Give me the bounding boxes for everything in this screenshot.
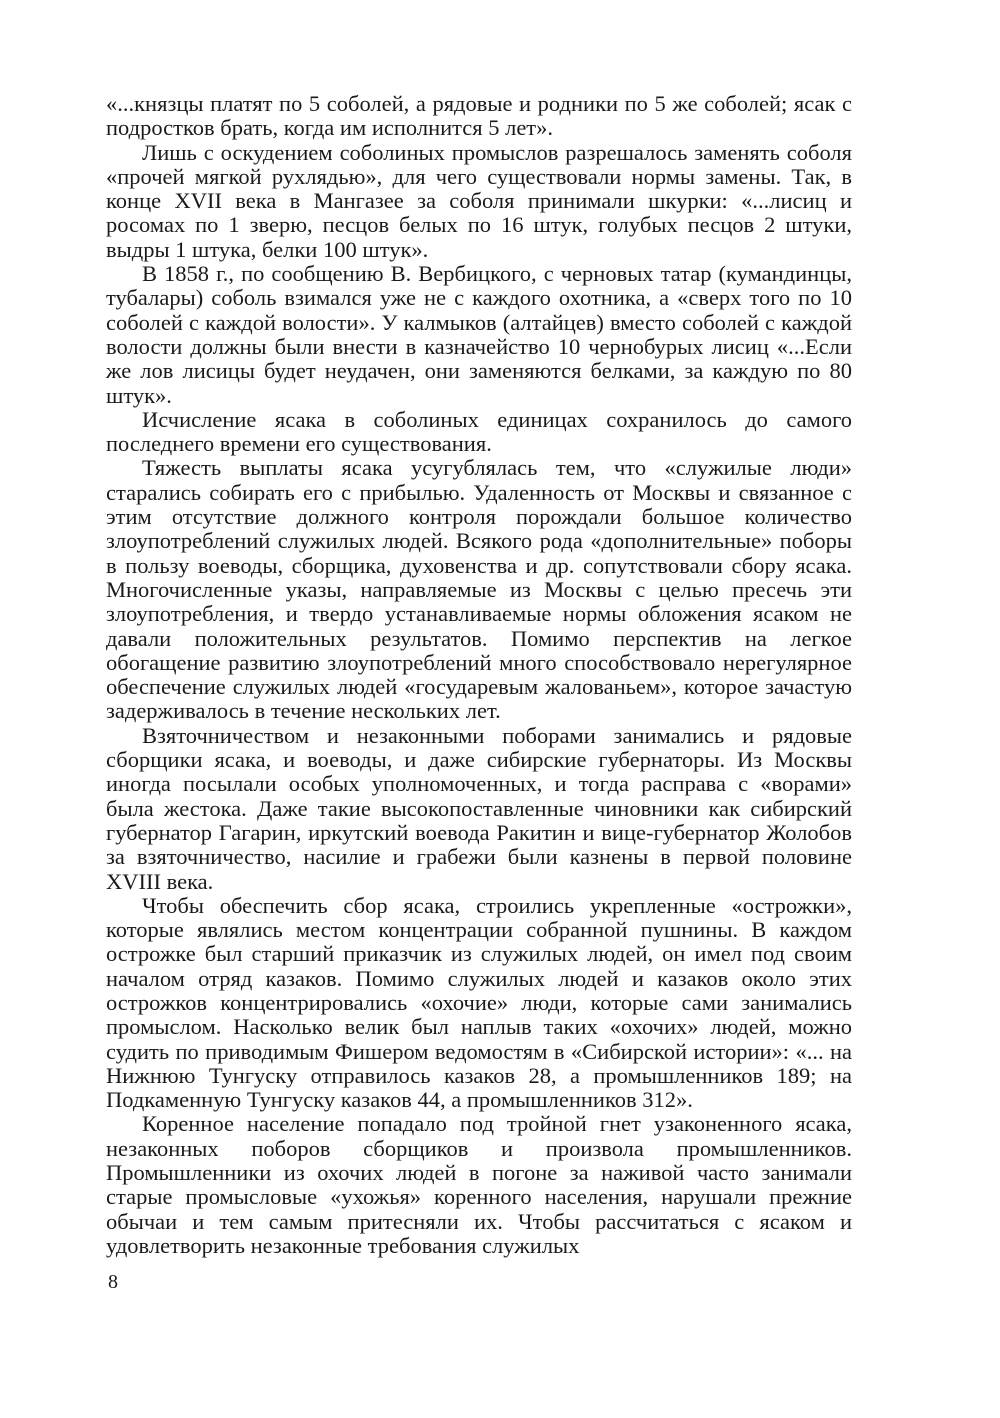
- page-body: [106, 92, 852, 1258]
- paragraph: Коренное население попадало под тройной гнет узаконенного ясака, незаконных поборов сборщиков и произвола промышленников. Промышленники из охочих людей в погоне за наживой часто занимали старые промысловые «ухожья» коренного населения, нарушали прежние обычаи и тем самым притесняли их. Чтобы рассчитаться с ясаком и удовлетворить незаконные требования служилых: [106, 1111, 852, 1258]
- paragraph: Тяжесть выплаты ясака усугублялась тем, что «служилые люди» старались собирать его с прибылью. Удаленность от Москвы и связанное с этим отсутствие должного контроля порождали большое количество злоупотреблений служилых людей. Всякого рода «дополнительные» поборы в пользу воеводы, сборщика, духовенства и др. сопутствовали сбору ясака. Многочисленные указы, направляемые из Москвы с целью пресечь эти злоупотребления, и твердо устанавливаемые нормы обложения ясаком не давали положительных результатов. Помимо перспектив на легкое обогащение развитию злоупотреблений много способствовало нерегулярное обеспечение служилых людей «государевым жалованьем», которое зачастую задерживалось в течение нескольких лет.: [106, 455, 852, 724]
- paragraph: В 1858 г., по сообщению В. Вербицкого, с черновых татар (кумандинцы, тубалары) соболь взимался уже не с каждого охотника, а «сверх того по 10 соболей с каждой волости». У калмыков (алтайцев) вместо соболей с каждой волости должны были внести в казначейство 10 чернобурых лисиц «...Если же лов лисицы будет неудачен, они заменяются белками, за каждую по 80 штук».: [106, 261, 852, 408]
- paragraph: Взяточничеством и незаконными поборами занимались и рядовые сборщики ясака, и воеводы, и даже сибирские губернаторы. Из Москвы иногда посылали особых уполномоченных, и тогда расправа с «ворами» была жестока. Даже такие высокопоставленные чиновники как сибирский губернатор Гагарин, иркутский воевода Ракитин и вице-губернатор Жолобов за взяточничество, насилие и грабежи были казнены в первой половине XVIII века.: [106, 722, 852, 894]
- paragraph: «...князцы платят по 5 соболей, а рядовые и родники по 5 же соболей; ясак с подростков брать, когда им исполнится 5 лет».: [106, 91, 852, 141]
- paragraph: Чтобы обеспечить сбор ясака, строились укрепленные «острожки», которые являлись местом концентрации собранной пушнины. В каждом острожке был старший приказчик из служилых людей, он имел под своим началом отряд казаков. Помимо служилых людей и казаков около этих острожков концентрировались «охочие» люди, которые сами занимались промыслом. Насколько велик был наплыв таких «охочих» людей, можно судить по приводимым Фишером ведомостям в «Сибирской истории»: «... на Нижнюю Тунгуску отправилось казаков 28, а промышленников 189; на Подкаменную Тунгуску казаков 44, а промышленников 312».: [106, 892, 852, 1113]
- paragraph: Исчисление ясака в соболиных единицах сохранилось до самого последнего времени его существования.: [106, 406, 852, 457]
- paragraph: Лишь с оскудением соболиных промыслов разрешалось заменять соболя «прочей мягкой рухлядью», для чего существовали нормы замены. Так, в конце XVII века в Мангазее за соболя принимали шкурки: «...лисиц и росомах по 1 зверю, песцов белых по 16 штук, голубых песцов 2 штуки, выдры 1 штука, белки 100 штук».: [106, 139, 852, 262]
- page-number: 8: [108, 1271, 118, 1293]
